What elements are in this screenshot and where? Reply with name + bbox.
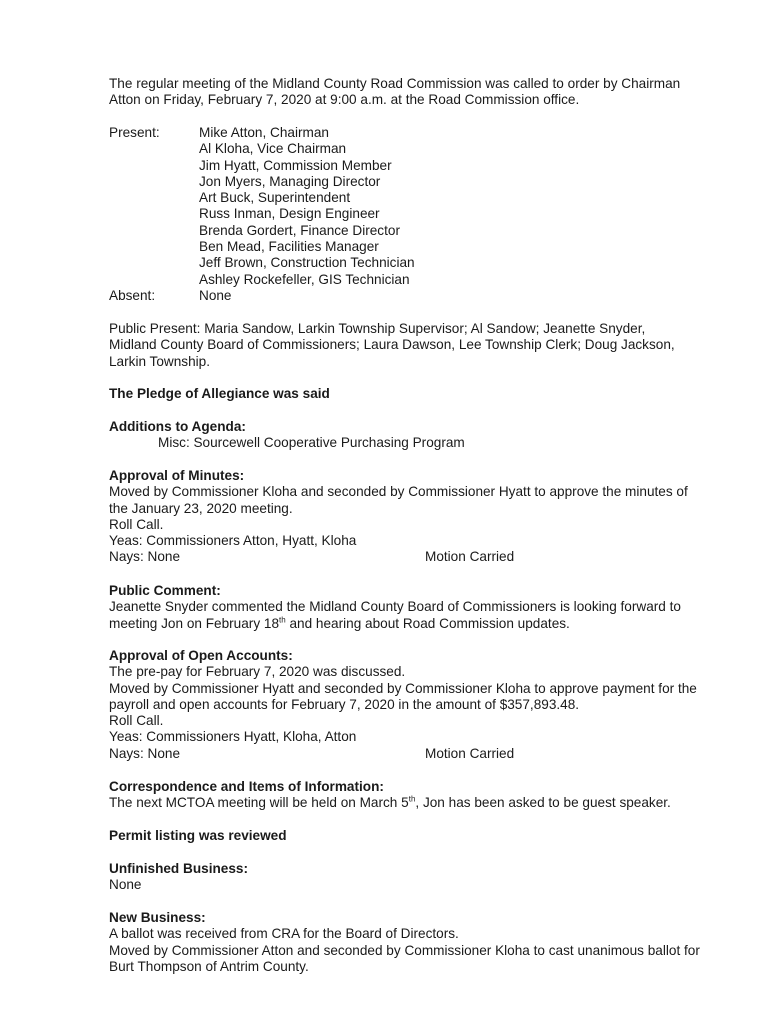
ordinal-suffix: th bbox=[279, 615, 286, 625]
absent-row bbox=[109, 288, 719, 304]
permit-section bbox=[109, 828, 719, 844]
open-accounts-yeas: Yeas: Commissioners Hyatt, Kloha, Atton bbox=[109, 729, 357, 745]
unfinished-text: None bbox=[109, 877, 142, 893]
new-business-line: Moved by Commissioner Atton and seconded by Commissioner Kloha to cast unanimous ballot for bbox=[109, 942, 700, 958]
open-accounts-line: Roll Call. bbox=[109, 713, 164, 729]
minutes-heading: Approval of Minutes: bbox=[109, 468, 245, 483]
minutes-line: the January 23, 2020 meeting. bbox=[109, 500, 293, 516]
additions-item: Misc: Sourcewell Cooperative Purchasing Program bbox=[158, 435, 465, 451]
public-present-paragraph bbox=[109, 321, 719, 370]
intro-line: The regular meeting of the Midland County Road Commission was called to order by Chairman bbox=[109, 76, 681, 91]
attendee: Jim Hyatt, Commission Member bbox=[199, 157, 392, 173]
minutes-vote-row bbox=[109, 549, 719, 565]
open-accounts-heading: Approval of Open Accounts: bbox=[109, 648, 293, 663]
open-accounts-line: The pre-pay for February 7, 2020 was discussed. bbox=[109, 664, 406, 680]
new-business-line: A ballot was received from CRA for the Board of Directors. bbox=[109, 926, 459, 942]
attendee: Russ Inman, Design Engineer bbox=[199, 206, 380, 222]
open-accounts-line: payroll and open accounts for February 7, 2020 in the amount of $357,893.48. bbox=[109, 696, 580, 712]
present-row bbox=[109, 125, 719, 288]
correspondence-line bbox=[109, 795, 719, 811]
attendee: Jon Myers, Managing Director bbox=[199, 173, 381, 189]
public-comment-line: Jeanette Snyder commented the Midland County Board of Commissioners is looking forward to bbox=[109, 599, 681, 615]
additions-section bbox=[109, 419, 719, 452]
attendance-section bbox=[109, 125, 719, 304]
public-comment-text: and hearing about Road Commission updates. bbox=[285, 615, 570, 631]
attendee: Jeff Brown, Construction Technician bbox=[199, 255, 415, 271]
intro-paragraph bbox=[109, 76, 719, 109]
present-list bbox=[199, 125, 415, 288]
new-business-line: Burt Thompson of Antrim County. bbox=[109, 958, 309, 974]
public-present-line: Public Present: Maria Sandow, Larkin Township Supervisor; Al Sandow; Jeanette Snyder, bbox=[109, 321, 646, 336]
open-accounts-result: Motion Carried bbox=[425, 745, 515, 761]
permit-heading: Permit listing was reviewed bbox=[109, 828, 287, 843]
public-comment-text: meeting Jon on February 18 bbox=[109, 615, 280, 631]
attendee: Art Buck, Superintendent bbox=[199, 190, 351, 206]
unfinished-heading: Unfinished Business: bbox=[109, 861, 248, 876]
open-accounts-section bbox=[109, 648, 719, 762]
ordinal-suffix: th bbox=[408, 794, 416, 804]
new-business-section bbox=[109, 910, 719, 975]
minutes-nays: Nays: None bbox=[109, 549, 181, 565]
minutes-line: Roll Call. bbox=[109, 516, 164, 532]
correspondence-text: , Jon has been asked to be guest speaker. bbox=[415, 795, 671, 811]
absent-value: None bbox=[199, 287, 232, 303]
public-comment-heading: Public Comment: bbox=[109, 583, 221, 598]
open-accounts-nays: Nays: None bbox=[109, 745, 181, 761]
absent-label: Absent: bbox=[109, 287, 156, 303]
correspondence-section bbox=[109, 779, 719, 812]
additions-heading: Additions to Agenda: bbox=[109, 419, 246, 434]
new-business-heading: New Business: bbox=[109, 910, 206, 925]
attendee: Al Kloha, Vice Chairman bbox=[199, 141, 347, 157]
public-comment-section bbox=[109, 583, 719, 632]
minutes-line: Moved by Commissioner Kloha and seconded by Commissioner Hyatt to approve the minutes of bbox=[109, 484, 688, 500]
public-present-line: Larkin Township. bbox=[109, 353, 211, 369]
public-present-line: Midland County Board of Commissioners; Laura Dawson, Lee Township Clerk; Doug Jackson, bbox=[109, 337, 675, 353]
attendee: Brenda Gordert, Finance Director bbox=[199, 222, 400, 238]
open-accounts-line: Moved by Commissioner Hyatt and seconded by Commissioner Kloha to approve payment for the bbox=[109, 680, 697, 696]
open-accounts-vote-row bbox=[109, 746, 719, 762]
pledge-heading: The Pledge of Allegiance was said bbox=[109, 386, 330, 401]
public-comment-line bbox=[109, 616, 719, 632]
attendee: Ashley Rockefeller, GIS Technician bbox=[199, 271, 410, 287]
intro-line: Atton on Friday, February 7, 2020 at 9:00 a.m. at the Road Commission office. bbox=[109, 92, 580, 108]
attendee: Ben Mead, Facilities Manager bbox=[199, 239, 379, 255]
attendee: Mike Atton, Chairman bbox=[199, 125, 329, 140]
minutes-result: Motion Carried bbox=[425, 549, 515, 565]
pledge-section bbox=[109, 386, 719, 402]
minutes-section bbox=[109, 468, 719, 566]
minutes-yeas: Yeas: Commissioners Atton, Hyatt, Kloha bbox=[109, 533, 357, 549]
present-label: Present: bbox=[109, 125, 160, 140]
correspondence-heading: Correspondence and Items of Information: bbox=[109, 779, 384, 794]
correspondence-text: The next MCTOA meeting will be held on March 5 bbox=[109, 795, 409, 811]
unfinished-section bbox=[109, 861, 719, 894]
